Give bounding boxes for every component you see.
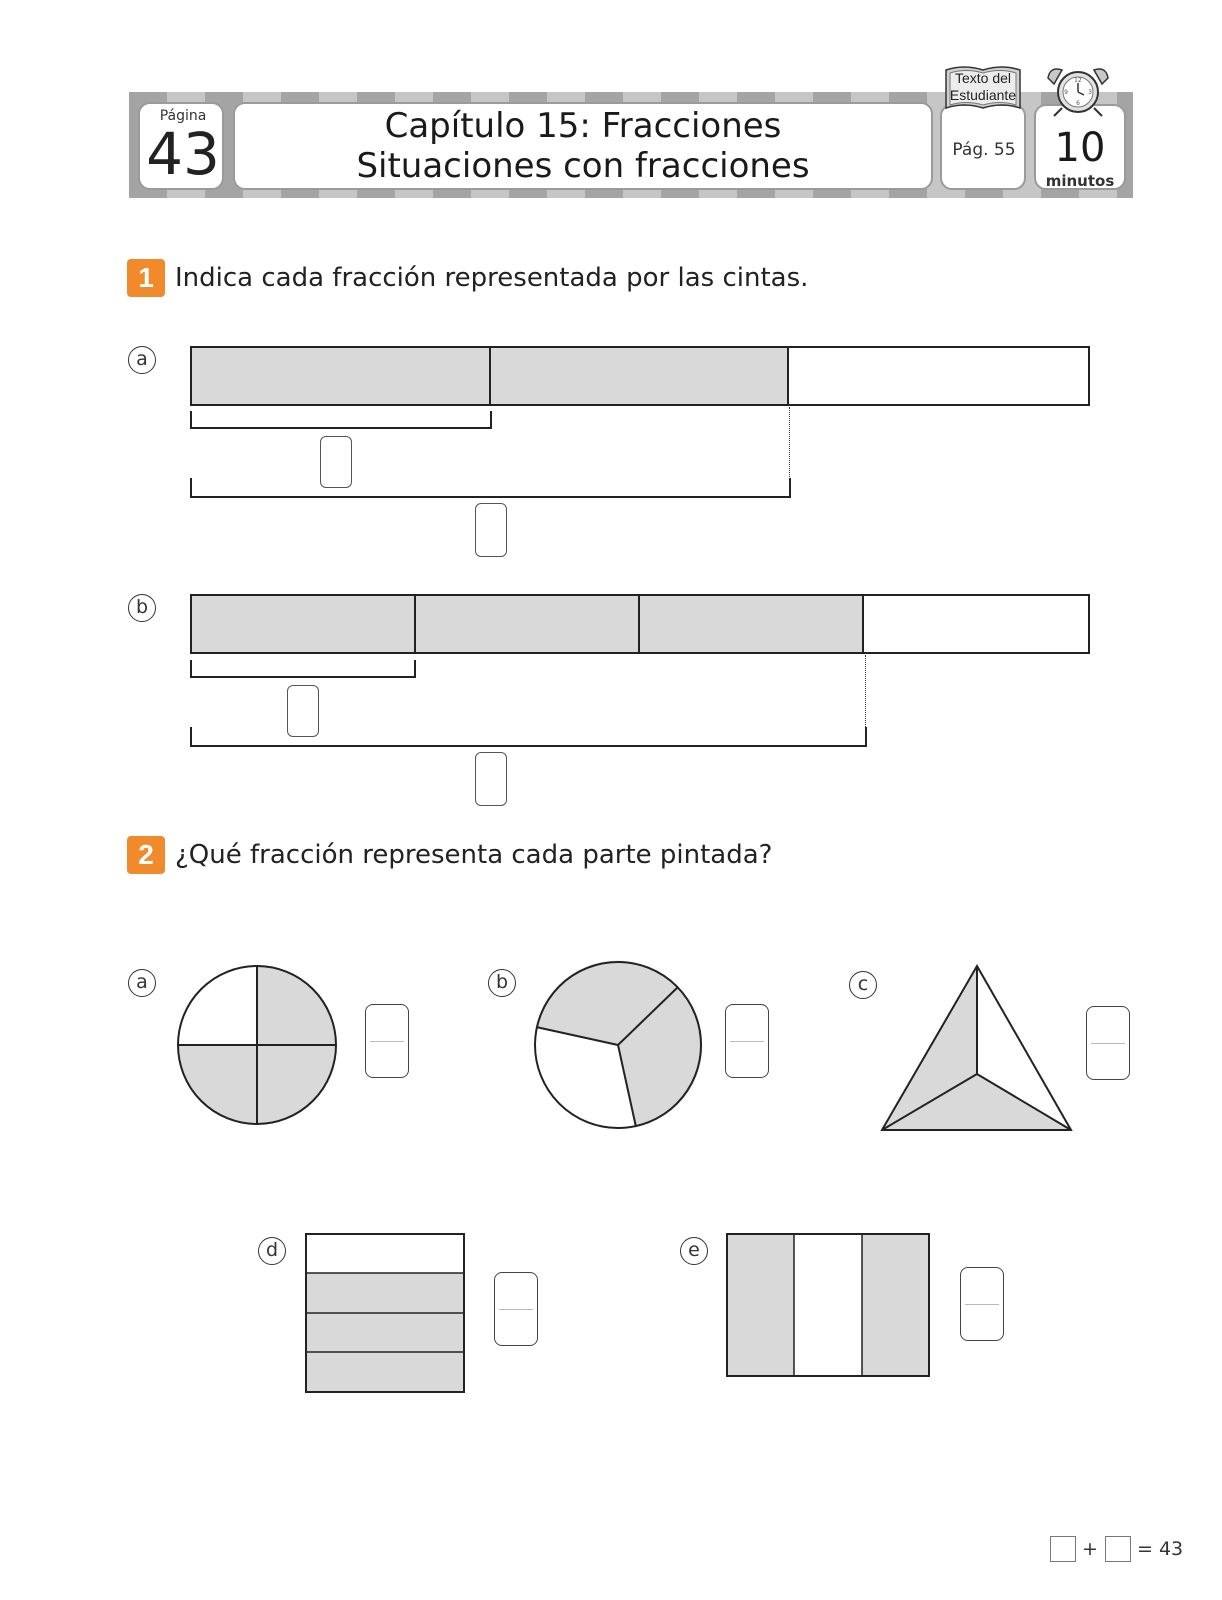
tape-segment-shaded — [491, 348, 790, 404]
title-card — [233, 102, 933, 190]
item-2c-label: c — [849, 971, 877, 999]
book-label-line2: Estudiante — [949, 87, 1017, 103]
bracket-shaded-1a — [190, 478, 791, 498]
tape-1a — [190, 346, 1090, 406]
answer-box-2d[interactable] — [494, 1272, 538, 1346]
chapter-title: Capítulo 15: Fracciones — [384, 106, 782, 146]
item-2d-label: d — [258, 1237, 286, 1265]
question-2-number: 2 — [127, 836, 165, 874]
tape-segment-shaded — [416, 596, 640, 652]
footer-box-1[interactable] — [1050, 1536, 1076, 1562]
item-1a-label: a — [128, 346, 156, 374]
tape-segment-empty — [864, 596, 1088, 652]
textbook-page-reference: Pág. 55 — [952, 140, 1016, 160]
book-label-line1: Texto del — [954, 70, 1012, 86]
page-number-card — [138, 102, 224, 190]
tape-segment-shaded — [192, 348, 491, 404]
footer-box-2[interactable] — [1105, 1536, 1131, 1562]
question-1-text: Indica cada fracción representada por las cintas. — [175, 263, 809, 293]
rectangle-columns-figure — [725, 1232, 931, 1378]
tape-1b — [190, 594, 1090, 654]
clock-numeral-6: 6 — [1076, 100, 1080, 107]
footer-plus: + — [1082, 1538, 1098, 1560]
answer-box-1b-total[interactable] — [475, 752, 507, 806]
lesson-title: Situaciones con fracciones — [356, 146, 810, 186]
question-1-number: 1 — [127, 259, 165, 297]
answer-box-2a[interactable] — [365, 1004, 409, 1078]
item-2b-label: b — [488, 969, 516, 997]
circle-quarters-figure — [174, 962, 340, 1128]
item-2e-label: e — [680, 1237, 708, 1265]
item-1b-label: b — [128, 594, 156, 622]
timer-unit: minutos — [1045, 172, 1115, 190]
textbook-reference-card — [940, 104, 1026, 190]
page-number: 43 — [146, 120, 220, 188]
clock-numeral-9: 9 — [1064, 89, 1068, 96]
triangle-thirds-figure — [878, 962, 1074, 1134]
alarm-clock-icon — [1040, 64, 1116, 118]
clock-numeral-3: 3 — [1088, 89, 1092, 96]
answer-box-2c[interactable] — [1086, 1006, 1130, 1080]
circle-thirds-figure — [533, 960, 703, 1130]
tape-segment-shaded — [640, 596, 864, 652]
tape-segment-shaded — [192, 596, 416, 652]
bracket-one-part-1b — [190, 660, 416, 678]
tape-segment-empty — [789, 348, 1088, 404]
answer-box-1a-total[interactable] — [475, 503, 507, 557]
clock-numeral-12: 12 — [1074, 77, 1082, 84]
bracket-one-part-1a — [190, 411, 492, 429]
bracket-shaded-1b — [190, 727, 867, 747]
item-2a-label: a — [128, 969, 156, 997]
page-label: Página — [159, 108, 207, 124]
answer-box-2b[interactable] — [725, 1004, 769, 1078]
timer-minutes: 10 — [1054, 125, 1106, 171]
question-2-text: ¿Qué fracción representa cada parte pintada? — [175, 840, 773, 870]
rectangle-rows-figure — [304, 1232, 466, 1394]
answer-box-2e[interactable] — [960, 1267, 1004, 1341]
open-book-icon — [940, 64, 1026, 116]
footer-equals-page: = 43 — [1137, 1538, 1184, 1560]
